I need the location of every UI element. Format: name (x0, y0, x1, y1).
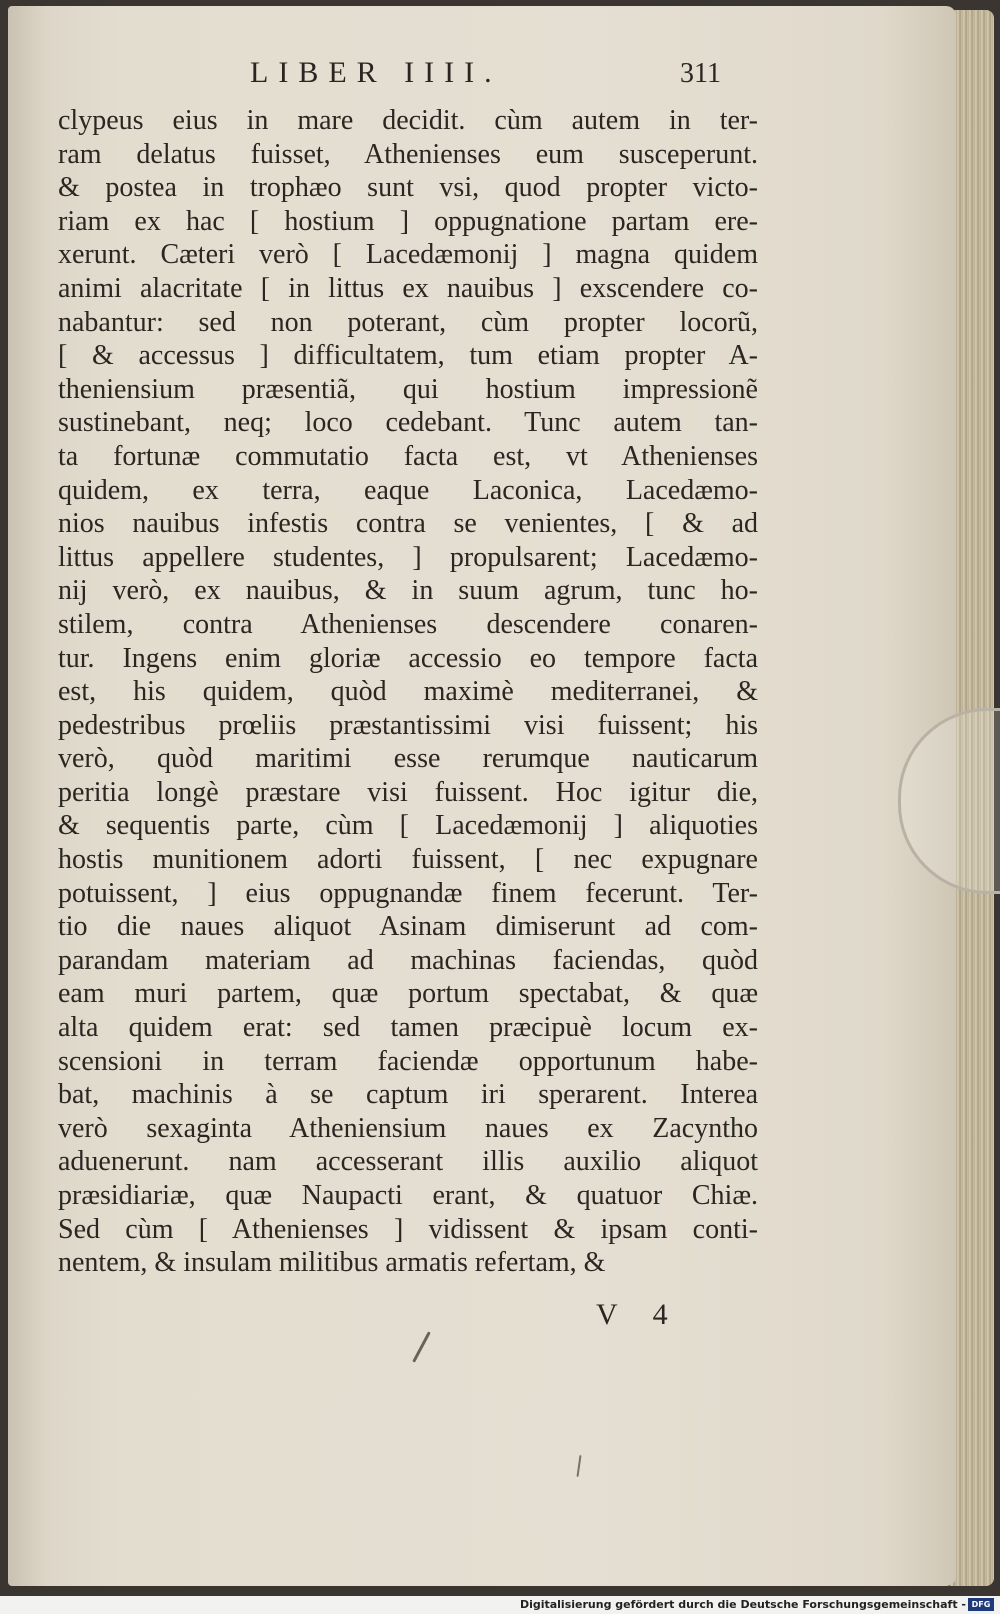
text-line: aduenerunt. nam accesserant illis auxilio aliquot (58, 1146, 758, 1178)
text-line: verò, quòd maritimi esse rerumque nauticarum (58, 743, 758, 775)
text-line: littus appellere studentes, ] propulsarent; Lacedæmo- (58, 541, 758, 573)
text-line: bat, machinis à se captum iri sperarent. Interea (58, 1079, 758, 1111)
text-line: scensioni in terram faciendæ opportunum habe- (58, 1045, 758, 1077)
text-line: quidem, ex terra, eaque Laconica, Lacedæmo- (58, 474, 758, 506)
text-line: nij verò, ex nauibus, & in suum agrum, tunc ho- (58, 575, 758, 607)
text-line: alta quidem erat: sed tamen præcipuè locum ex- (58, 1012, 758, 1044)
text-line: hostis munitionem adorti fuissent, [ nec expugnare (58, 844, 758, 876)
page-header (60, 56, 760, 96)
dfg-logo: DFG (968, 1598, 994, 1611)
text-line: riam ex hac [ hostium ] oppugnatione partam ere- (58, 205, 758, 237)
text-line: potuissent, ] eius oppugnandæ finem fecerunt. Ter- (58, 877, 758, 909)
text-line: sustinebant, neq; loco cedebant. Tunc autem tan- (58, 407, 758, 439)
page-number: 311 (680, 58, 721, 89)
text-line: nios nauibus infestis contra se venientes, [ & ad (58, 508, 758, 540)
text-line: pedestribus prœliis præstantissimi visi fuissent; his (58, 709, 758, 741)
text-line: animi alacritate [ in littus ex nauibus ] exscendere co- (58, 272, 758, 304)
text-line: & postea in trophæo sunt vsi, quod propter victo- (58, 172, 758, 204)
text-line: ram delatus fuisset, Athenienses eum susceperunt. (58, 138, 758, 170)
text-line: eam muri partem, quæ portum spectabat, & quæ (58, 978, 758, 1010)
text-line: verò sexaginta Atheniensium naues ex Zacyntho (58, 1112, 758, 1144)
digitization-credit: Digitalisierung gefördert durch die Deutsche Forschungsgemeinschaft - (519, 1598, 966, 1611)
running-head: LIBER IIII. (250, 56, 502, 89)
text-line: Sed cùm [ Athenienses ] vidissent & ipsam conti- (58, 1213, 758, 1245)
text-line: xerunt. Cæteri verò [ Lacedæmonij ] magna quidem (58, 239, 758, 271)
text-line: clypeus eius in mare decidit. cùm autem in ter- (58, 105, 758, 136)
text-line: tio die naues aliquot Asinam dimiserunt ad com- (58, 911, 758, 943)
text-line: & sequentis parte, cùm [ Lacedæmonij ] aliquoties (58, 810, 758, 842)
text-line: nabantur: sed non poterant, cùm propter locorũ, (58, 306, 758, 338)
text-line: stilem, contra Athenienses descendere conaren- (58, 608, 758, 640)
text-line: parandam materiam ad machinas faciendas, quòd (58, 944, 758, 976)
text-line: peritia longè præstare visi fuissent. Hoc igitur die, (58, 776, 758, 808)
signature-mark: V 4 (596, 1298, 682, 1331)
text-line: ta fortunæ commutatio facta est, vt Athenienses (58, 440, 758, 472)
text-line: est, his quidem, quòd maximè mediterranei, & (58, 676, 758, 708)
text-line: [ & accessus ] difficultatem, tum etiam propter A- (58, 340, 758, 372)
text-line: præsidiariæ, quæ Naupacti erant, & quatuor Chiæ. (58, 1180, 758, 1211)
text-line: theniensium præsentiã, qui hostium impressionẽ (58, 373, 758, 405)
text-line: nentem, & insulam militibus armatis refertam, & (58, 1247, 606, 1279)
body-text (58, 104, 758, 1280)
text-line: tur. Ingens enim gloriæ accessio eo tempore facta (58, 642, 758, 674)
